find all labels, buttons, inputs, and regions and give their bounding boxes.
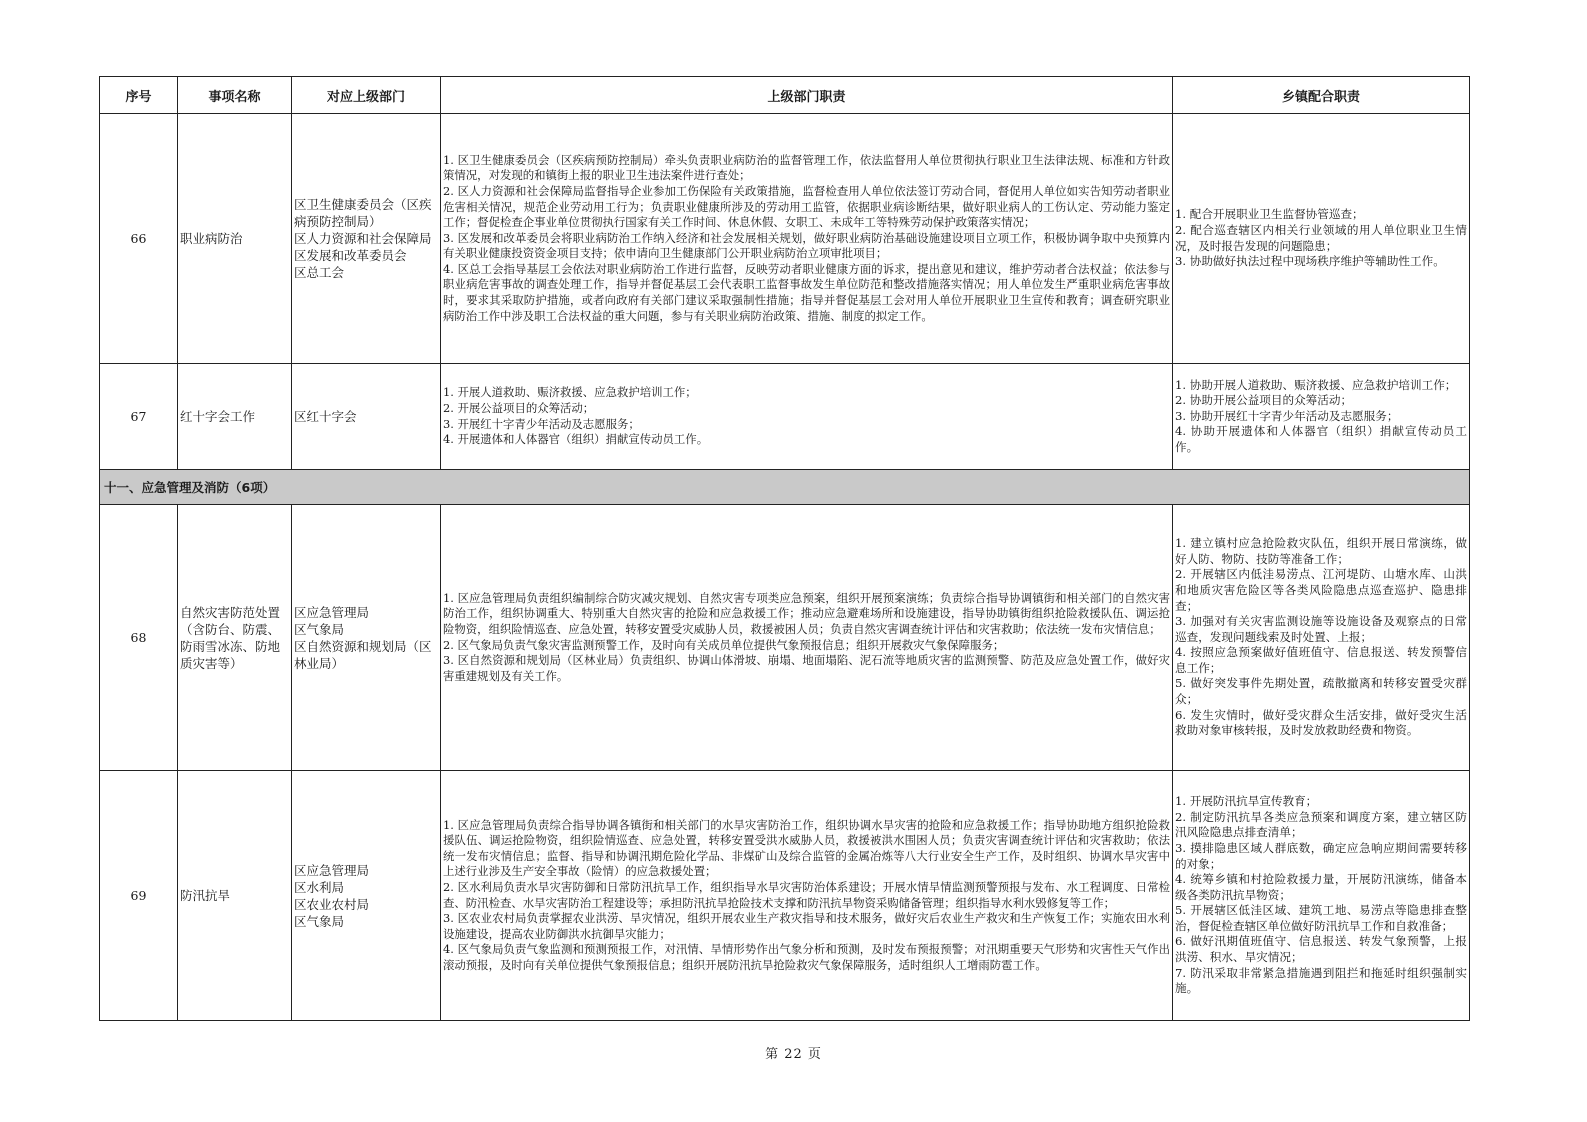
page-number: 第 22 页 bbox=[765, 1047, 822, 1062]
superior-duties bbox=[441, 505, 1173, 771]
town-duties bbox=[1173, 505, 1470, 771]
superior-dept bbox=[292, 771, 441, 1021]
town-line: 3. 加强对有关灾害监测设施等设施设备及观察点的日常巡查，发现问题线索及时处置、上报； bbox=[1175, 614, 1467, 644]
duty-line: 4. 区气象局负责气象监测和预测预报工作，对汛情、旱情形势作出气象分析和预测，及时发布预报预警；对汛期重要天气形势和灾害性天气作出滚动预报，及时向有关单位提供气象预报信息；组织开展防汛抗旱抢险救灾气象保障服务，适时组织人工增雨防雹工作。 bbox=[443, 942, 1170, 972]
item-name bbox=[178, 771, 292, 1021]
item-name bbox=[178, 505, 292, 771]
duty-line: 4. 开展遗体和人体器官（组织）捐献宣传动员工作。 bbox=[443, 432, 709, 447]
section-row bbox=[100, 470, 1470, 505]
town-line: 2. 开展辖区内低洼易涝点、江河堤防、山塘水库、山洪和地质灾害危险区等各类风险隐患点巡查巡护、隐患排查； bbox=[1175, 567, 1467, 613]
dept-line: 区气象局 bbox=[294, 621, 345, 637]
town-line: 1. 开展防汛抗旱宣传教育； bbox=[1175, 794, 1318, 809]
duty-line: 1. 开展人道救助、赈济救援、应急救护培训工作； bbox=[443, 385, 697, 400]
table-header-row bbox=[100, 77, 1470, 114]
superior-dept bbox=[292, 364, 441, 470]
item-name-line: 防汛抗旱 bbox=[180, 888, 231, 903]
town-line: 4. 协助开展遗体和人体器官（组织）捐献宣传动员工作。 bbox=[1175, 424, 1467, 454]
item-name-line: 自然灾害防范处置（含防台、防震、防雨雪冰冻、防地质灾害等） bbox=[180, 604, 281, 671]
dept-line: 区卫生健康委员会（区疾病预防控制局） bbox=[294, 197, 432, 229]
duty-line: 1. 区卫生健康委员会（区疾病预防控制局）牵头负责职业病防治的监督管理工作，依法监督用人单位贯彻执行职业卫生法律法规、标准和方针政策情况，对发现的和镇街上报的职业卫生违法案件进行查处； bbox=[443, 152, 1170, 183]
table-row bbox=[100, 364, 1470, 470]
town-duties bbox=[1173, 771, 1470, 1021]
header-serial: 序号 bbox=[100, 77, 178, 114]
duty-line: 1. 区应急管理局负责综合指导协调各镇街和相关部门的水旱灾害防治工作，组织协调水旱灾害的抢险和应急救援工作；指导协助地方组织抢险救援队伍、调运抢险物资，组织险情巡查、应急处置，转移安置受洪水威胁人员，救援被洪水围困人员；负责灾害调查统计评估和灾害救助；依法统一发布灾情信息；监督、指导和协调汛期危险化学品、非煤矿山及综合监管的金属冶炼等八大行业安全生产工作，及时组织、协调水旱灾害中上述行业涉及生产安全事故（险情）的应急救援处置； bbox=[443, 817, 1170, 879]
town-line: 7. 防汛采取非常紧急措施遇到阻拦和拖延时组织强制实施。 bbox=[1175, 965, 1467, 996]
superior-dept bbox=[292, 505, 441, 771]
duty-line: 2. 开展公益项目的众筹活动； bbox=[443, 400, 595, 415]
superior-dept bbox=[292, 114, 441, 364]
duty-line: 1. 区应急管理局负责组织编制综合防灾减灾规划、自然灾害专项类应急预案，组织开展预案演练；负责综合指导协调镇街和相关部门的自然灾害防治工作，组织协调重大、特别重大自然灾害的抢险和应急救援工作；推动应急避难场所和设施建设，指导协助镇街组织抢险救援队伍、调运抢险物资，组织险情巡查、应急处置，转移安置受灾威胁人员，救援被困人员；负责自然灾害调查统计评估和灾害救助；依法统一发布灾情信息； bbox=[443, 590, 1170, 636]
row-number: 66 bbox=[100, 114, 178, 364]
header-superior-dept: 对应上级部门 bbox=[292, 77, 441, 114]
dept-line: 区自然资源和规划局（区林业局） bbox=[294, 638, 432, 671]
header-item-name: 事项名称 bbox=[178, 77, 292, 114]
town-line: 5. 做好突发事件先期处置，疏散撤离和转移安置受灾群众； bbox=[1175, 676, 1467, 707]
table-row bbox=[100, 114, 1470, 364]
row-number: 68 bbox=[100, 505, 178, 771]
item-name-line: 职业病防治 bbox=[180, 231, 243, 246]
town-line: 2. 协助开展公益项目的众筹活动； bbox=[1175, 393, 1353, 408]
superior-duties bbox=[441, 771, 1173, 1021]
town-line: 4. 按照应急预案做好值班值守、信息报送、转发预警信息工作； bbox=[1175, 645, 1467, 675]
town-line: 2. 配合巡查辖区内相关行业领域的用人单位职业卫生情况，及时报告发现的问题隐患； bbox=[1175, 222, 1467, 253]
town-line: 4. 统筹乡镇和村抢险救援力量，开展防汛演练，储备本级各类防汛抗旱物资； bbox=[1175, 872, 1467, 902]
table-row bbox=[100, 771, 1470, 1021]
dept-line: 区总工会 bbox=[294, 265, 345, 280]
dept-line: 区人力资源和社会保障局 bbox=[294, 231, 432, 246]
header-town-duties: 乡镇配合职责 bbox=[1173, 77, 1470, 114]
item-name bbox=[178, 364, 292, 470]
town-line: 1. 协助开展人道救助、赈济救援、应急救护培训工作； bbox=[1175, 377, 1457, 392]
superior-duties bbox=[441, 114, 1173, 364]
table-row bbox=[100, 505, 1470, 771]
town-line: 1. 配合开展职业卫生监督协管巡查； bbox=[1175, 207, 1364, 222]
town-duties bbox=[1173, 114, 1470, 364]
item-name-line: 红十字会工作 bbox=[180, 409, 256, 424]
duty-line: 2. 区水利局负责水旱灾害防御和日常防汛抗旱工作，组织指导水旱灾害防治体系建设；开展水情旱情监测预警预报与发布、水工程调度、日常检查、防汛检查、水旱灾害防治工程建设等；承担防汛抗旱抢险技术支撑和防汛抗旱物资采购储备管理；组织指导水利水毁修复等工作； bbox=[443, 879, 1170, 910]
town-line: 3. 协助开展红十字青少年活动及志愿服务； bbox=[1175, 408, 1399, 423]
dept-line: 区发展和改革委员会 bbox=[294, 248, 407, 263]
town-duties bbox=[1173, 364, 1470, 470]
duty-line: 3. 区发展和改革委员会将职业病防治工作纳入经济和社会发展相关规划，做好职业病防治基础设施建设项目立项工作，积极协调争取中央预算内有关职业健康投资资金项目支持；依申请向卫生健康部门公开职业病防治立项审批项目； bbox=[443, 230, 1170, 261]
duty-line: 3. 区自然资源和规划局（区林业局）负责组织、协调山体滑坡、崩塌、地面塌陷、泥石流等地质灾害的监测预警、防范及应急处置工作，做好灾害重建规划及有关工作。 bbox=[443, 653, 1170, 683]
town-line: 3. 协助做好执法过程中现场秩序维护等辅助性工作。 bbox=[1175, 254, 1445, 269]
dept-line: 区应急管理局 bbox=[294, 604, 370, 620]
duties-table bbox=[99, 76, 1470, 1021]
town-line: 2. 制定防汛抗旱各类应急预案和调度方案，建立辖区防汛风险隐患点排查清单； bbox=[1175, 809, 1467, 840]
town-line: 6. 发生灾情时，做好受灾群众生活安排，做好受灾生活救助对象审核转报，及时发放救助经费和物资。 bbox=[1175, 707, 1467, 738]
duty-line: 2. 区人力资源和社会保障局监督指导企业参加工伤保险有关政策措施，监督检查用人单位依法签订劳动合同，督促用人单位如实告知劳动者职业危害相关情况，规范企业劳动用工行为；负责职业健康所涉及的劳动用工监管，依据职业病诊断结果，做好职业病人的工伤认定、劳动能力鉴定工作；督促检查企事业单位贯彻执行国家有关工作时间、休息休假、女职工、未成年工等特殊劳动保护政策落实情况； bbox=[443, 183, 1170, 230]
row-number: 69 bbox=[100, 771, 178, 1021]
item-name bbox=[178, 114, 292, 364]
town-line: 1. 建立镇村应急抢险救灾队伍，组织开展日常演练，做好人防、物防、技防等准备工作； bbox=[1175, 536, 1467, 566]
duty-line: 2. 区气象局负责气象灾害监测预警工作，及时向有关成员单位提供气象预报信息；组织开展救灾气象保障服务； bbox=[443, 637, 1005, 652]
town-line: 5. 开展辖区低洼区域、建筑工地、易涝点等隐患排查整治，督促检查辖区单位做好防汛抗旱工作和自救准备； bbox=[1175, 903, 1467, 933]
header-superior-duties: 上级部门职责 bbox=[441, 77, 1173, 114]
dept-line: 区应急管理局 bbox=[294, 862, 370, 878]
duty-line: 4. 区总工会指导基层工会依法对职业病防治工作进行监督，反映劳动者职业健康方面的诉求，提出意见和建议，维护劳动者合法权益；依法参与职业病危害事故的调查处理工作，指导并督促基层工会代表职工监督事故发生单位防范和整改措施落实情况；用人单位发生严重职业病危害事故时，要求其采取防护措施，或者向政府有关部门建议采取强制性措施；指导并督促基层工会对用人单位开展职业卫生宣传和教育；调查研究职业病防治工作中涉及职工合法权益的重大问题，参与有关职业病防治政策、措施、制度的拟定工作。 bbox=[443, 261, 1170, 323]
dept-line: 区水利局 bbox=[294, 879, 345, 895]
duty-line: 3. 区农业农村局负责掌握农业洪涝、旱灾情况，组织开展农业生产救灾指导和技术服务，做好灾后农业生产救灾和生产恢复工作；实施农田水利设施建设，提高农业防御洪水抗御旱灾能力； bbox=[443, 911, 1170, 941]
row-number: 67 bbox=[100, 364, 178, 470]
town-line: 3. 摸排隐患区域人群底数，确定应急响应期间需要转移的对象； bbox=[1175, 840, 1467, 871]
dept-line: 区红十字会 bbox=[294, 409, 357, 424]
duty-line: 3. 开展红十字青少年活动及志愿服务； bbox=[443, 416, 640, 431]
superior-duties bbox=[441, 364, 1173, 470]
town-line: 6. 做好汛期值班值守、信息报送、转发气象预警，上报洪涝、积水、旱灾情况； bbox=[1175, 934, 1467, 965]
dept-line: 区气象局 bbox=[294, 913, 345, 929]
section-title: 十一、应急管理及消防（6项） bbox=[100, 470, 1470, 505]
dept-line: 区农业农村局 bbox=[294, 896, 370, 912]
